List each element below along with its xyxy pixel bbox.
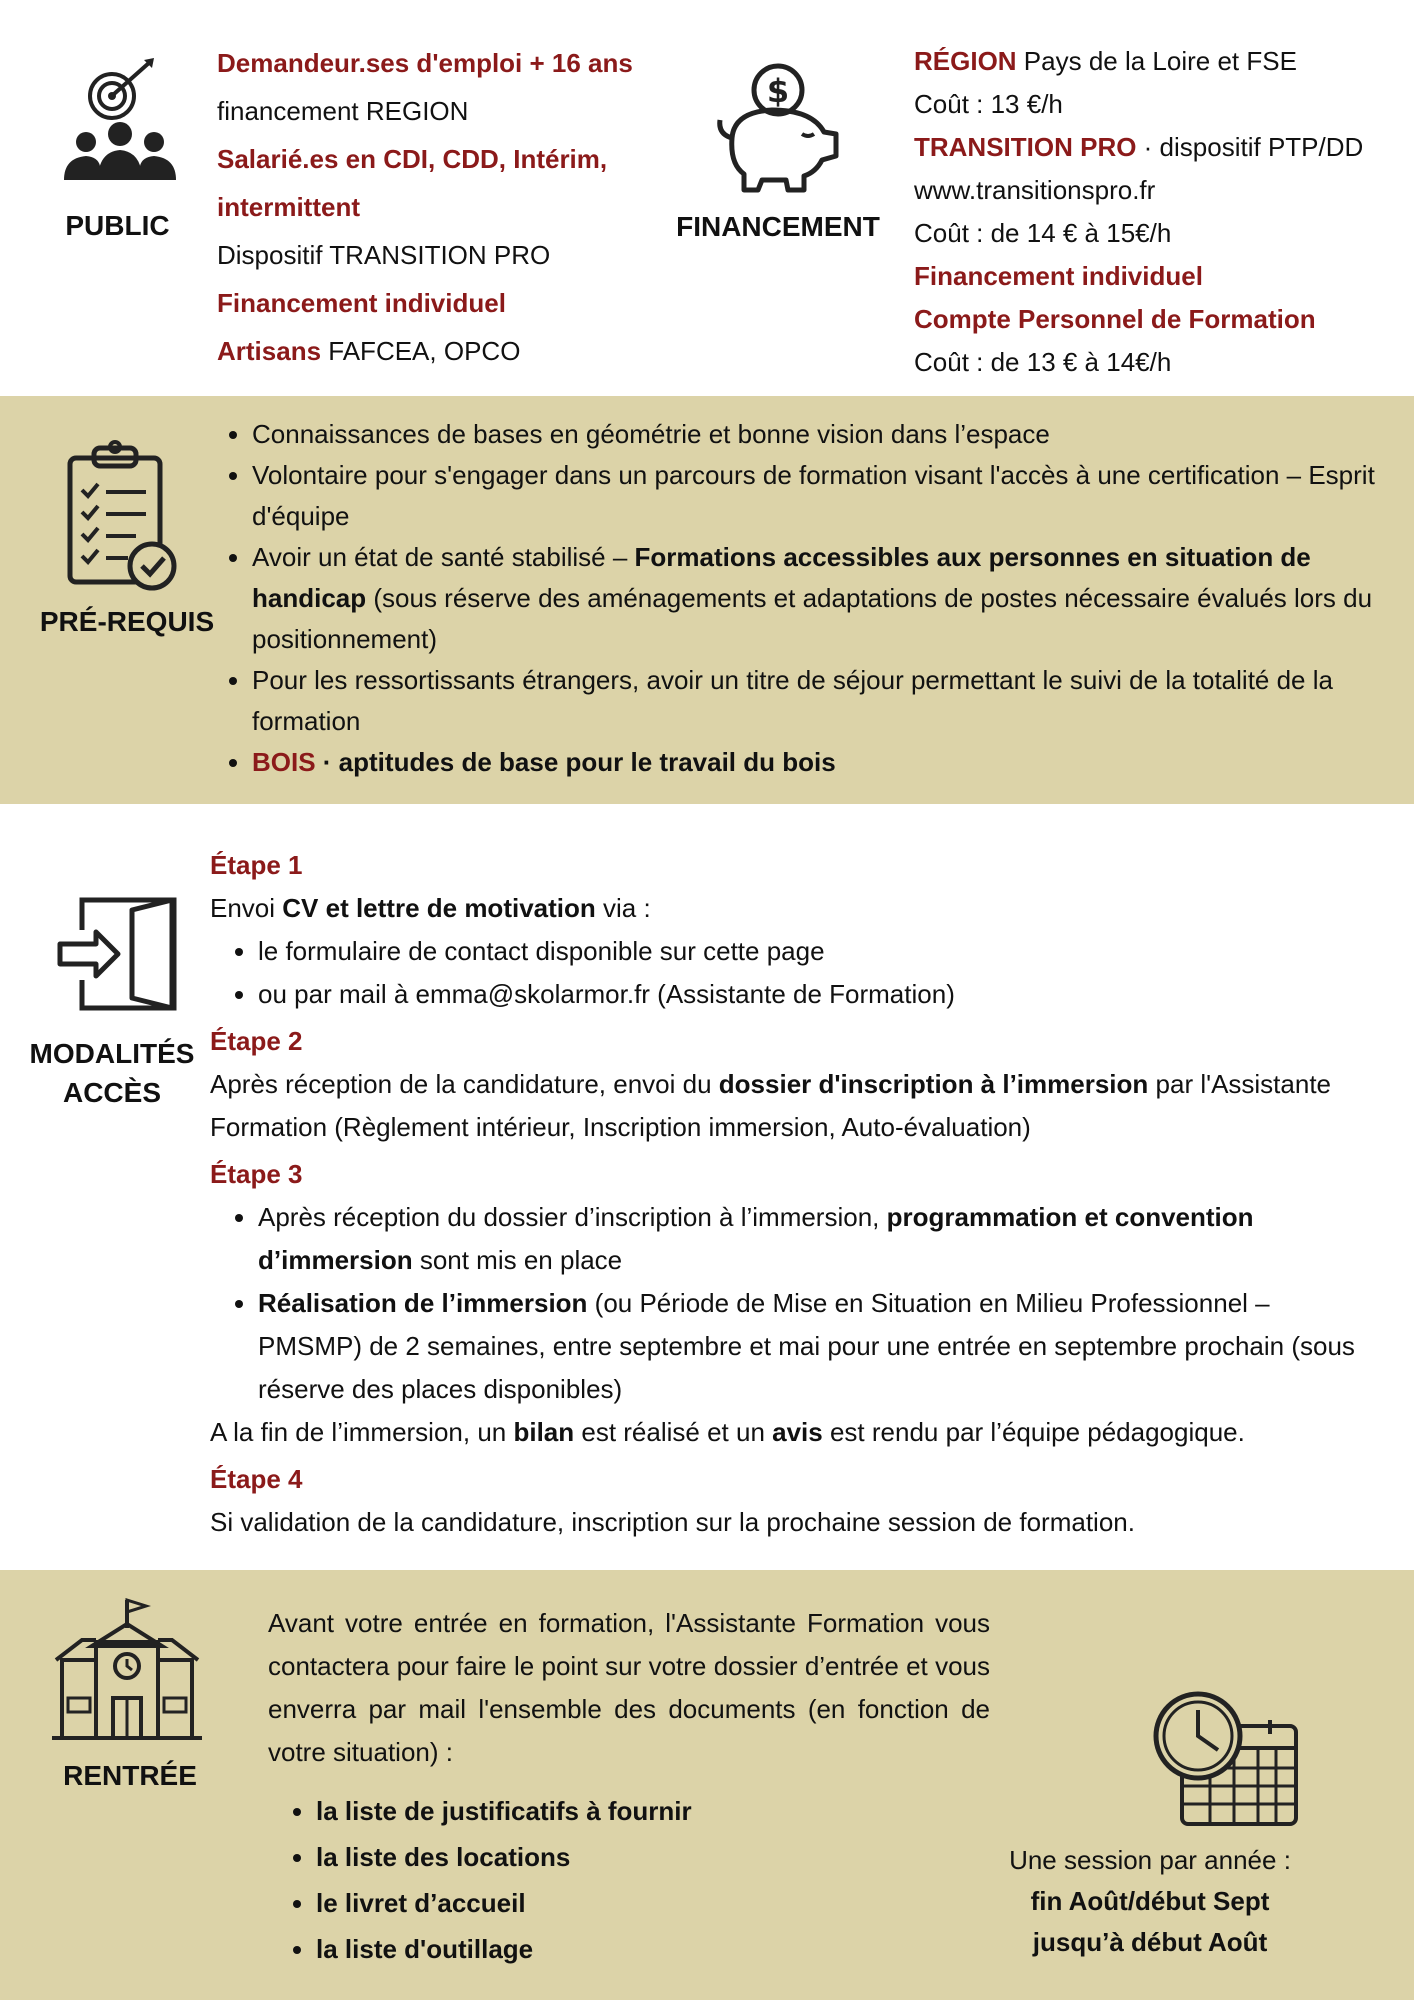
list-item bbox=[914, 126, 1404, 169]
financement-text: Coût : 13 €/h bbox=[914, 89, 1063, 119]
prerequis-t1: Connaissances de bases en géométrie et bonne vision dans l’espace bbox=[252, 419, 1050, 449]
financement-label: FINANCEMENT bbox=[676, 211, 880, 242]
etape2-pre: Après réception de la candidature, envoi du bbox=[210, 1069, 719, 1099]
etape3-end-3: est rendu par l’équipe pédagogique. bbox=[822, 1417, 1245, 1447]
list-item bbox=[217, 183, 687, 231]
target-people-icon bbox=[60, 56, 180, 190]
public-strong: Financement individuel bbox=[217, 288, 506, 318]
prerequis-b1: Formations accessibles aux personnes en situation de handicap bbox=[252, 542, 1311, 613]
etape1-list bbox=[210, 930, 1360, 1016]
svg-text:$: $ bbox=[766, 72, 790, 110]
etape2-post: par l'Assistante Formation (Règlement intérieur, Inscription immersion, Auto-évaluation) bbox=[210, 1069, 1332, 1142]
list-item: • la liste de justificatifs à fournir bbox=[316, 1788, 692, 1834]
prerequis-t2: (sous réserve des aménagements et adaptations de postes nécessaire évalués lors du positionnement) bbox=[252, 583, 1373, 654]
etape3-end-2: est réalisé et un bbox=[574, 1417, 773, 1447]
list-item bbox=[914, 298, 1404, 341]
session-line2: fin Août/début Sept bbox=[1030, 1886, 1270, 1916]
list-item: • ou par mail à emma@skolarmor.fr (Assistante de Formation) bbox=[258, 973, 1360, 1016]
list-item bbox=[217, 327, 687, 375]
list-item bbox=[217, 231, 687, 279]
etape2-title: Étape 2 bbox=[210, 1026, 303, 1056]
clock-calendar-icon bbox=[1152, 1690, 1300, 1828]
modalites-label-line2: ACCÈS bbox=[62, 1077, 161, 1108]
list-item bbox=[914, 255, 1404, 298]
list-item: • le formulaire de contact disponible sur cette page bbox=[258, 930, 1360, 973]
etape3-b1-pre: Après réception du dossier d’inscription à l’immersion, bbox=[258, 1202, 887, 1232]
financement-strong: Compte Personnel de Formation bbox=[914, 304, 1316, 334]
etape1-title: Étape 1 bbox=[210, 850, 303, 880]
etape3-end-1: A la fin de l’immersion, un bbox=[210, 1417, 514, 1447]
financement-text: Pays de la Loire et FSE bbox=[1016, 46, 1297, 76]
etape3-b2-post: (ou Période de Mise en Situation en Milieu Professionnel – PMSMP) de 2 semaines, entre septembre et mai pour une entrée en septembre prochain (sous réserve des places disponibles) bbox=[258, 1288, 1355, 1404]
prerequis-t1: Avoir un état de santé stabilisé – bbox=[252, 542, 635, 572]
session-line3: jusqu’à début Août bbox=[1032, 1927, 1268, 1957]
list-item bbox=[914, 341, 1404, 384]
etape3-title: Étape 3 bbox=[210, 1159, 303, 1189]
list-item bbox=[914, 169, 1404, 212]
list-item bbox=[914, 83, 1404, 126]
door-enter-icon bbox=[56, 896, 180, 1012]
list-item bbox=[252, 414, 1382, 455]
list-item bbox=[217, 87, 687, 135]
list-item bbox=[914, 212, 1404, 255]
list-item: • la liste d'outillage bbox=[316, 1926, 692, 1972]
list-item: • la liste des locations bbox=[316, 1834, 692, 1880]
prerequis-list bbox=[220, 414, 1382, 783]
etape1-intro-bold: CV et lettre de motivation bbox=[282, 893, 596, 923]
list-item bbox=[914, 40, 1404, 83]
public-text: FAFCEA, OPCO bbox=[321, 336, 521, 366]
list-item bbox=[252, 742, 1382, 783]
financement-strong: TRANSITION PRO bbox=[914, 132, 1137, 162]
rentree-paragraph: Avant votre entrée en formation, l'Assistante Formation vous contactera pour faire le point sur votre dossier d’entrée et vous enverra par mail l'ensemble des documents (en fonction de votre situation) : bbox=[268, 1608, 990, 1767]
financement-text: Coût : de 14 € à 15€/h bbox=[914, 218, 1172, 248]
prerequis-section bbox=[0, 396, 1414, 804]
financement-strong: RÉGION bbox=[914, 46, 1017, 76]
rentree-section bbox=[0, 1570, 1414, 2000]
etape1-intro bbox=[210, 887, 1360, 930]
public-strong: Demandeur.ses d'emploi + 16 ans bbox=[217, 48, 633, 78]
session-line1: Une session par année : bbox=[1009, 1845, 1291, 1875]
public-text: Dispositif TRANSITION PRO bbox=[217, 240, 551, 270]
list-item bbox=[217, 279, 687, 327]
etape4-title: Étape 4 bbox=[210, 1464, 303, 1494]
list-item bbox=[252, 660, 1382, 742]
prerequis-t1: Volontaire pour s'engager dans un parcours de formation visant l'accès à une certification – Esprit d'équipe bbox=[252, 460, 1375, 531]
clipboard-check-icon bbox=[66, 440, 178, 592]
list-item bbox=[217, 135, 687, 183]
financement-strong: Financement individuel bbox=[914, 261, 1203, 291]
list-item bbox=[252, 455, 1382, 537]
financement-text: · dispositif PTP/DD bbox=[1136, 132, 1364, 162]
etape1-intro-pre: Envoi bbox=[210, 893, 283, 923]
prerequis-label: PRÉ-REQUIS bbox=[39, 606, 215, 637]
modalites-section bbox=[0, 804, 1414, 1570]
rentree-label: RENTRÉE bbox=[63, 1760, 197, 1791]
etape3-list bbox=[210, 1196, 1360, 1411]
public-strong: Salarié.es en CDI, CDD, Intérim, bbox=[217, 144, 608, 174]
prerequis-red: BOIS bbox=[252, 747, 316, 777]
financement-text: www.transitionspro.fr bbox=[914, 175, 1156, 205]
school-building-icon bbox=[52, 1598, 202, 1740]
public-list bbox=[217, 39, 687, 375]
financement-text: Coût : de 13 € à 14€/h bbox=[914, 347, 1172, 377]
etape2-bold: dossier d'inscription à l’immersion bbox=[718, 1069, 1149, 1099]
modalites-content bbox=[210, 844, 1360, 1544]
etape3-end bbox=[210, 1411, 1360, 1454]
etape3-b1-bold: programmation et convention d’immersion bbox=[258, 1202, 1254, 1275]
session-info bbox=[990, 1840, 1310, 1963]
list-item: • le livret d’accueil bbox=[316, 1880, 692, 1926]
etape4-text: Si validation de la candidature, inscription sur la prochaine session de formation. bbox=[210, 1507, 1135, 1537]
modalites-label-line1: MODALITÉS bbox=[29, 1038, 195, 1069]
list-item bbox=[258, 1196, 1360, 1282]
public-strong: intermittent bbox=[217, 192, 360, 222]
etape1-intro-post: via : bbox=[595, 893, 651, 923]
etape3-b1-post: sont mis en place bbox=[412, 1245, 623, 1275]
public-strong: Artisans bbox=[217, 336, 322, 366]
list-item bbox=[252, 537, 1382, 660]
rentree-list bbox=[268, 1788, 692, 1972]
financement-list bbox=[914, 40, 1404, 384]
modalites-label bbox=[22, 1034, 202, 1112]
list-item bbox=[258, 1282, 1360, 1411]
public-label: PUBLIC bbox=[65, 210, 170, 241]
prerequis-b1: · aptitudes de base pour le travail du bois bbox=[315, 747, 836, 777]
piggy-bank-icon bbox=[712, 60, 846, 194]
list-item bbox=[217, 39, 687, 87]
etape2-text bbox=[210, 1063, 1360, 1149]
etape3-end-b2: avis bbox=[772, 1417, 823, 1447]
etape3-b2-bold: Réalisation de l’immersion bbox=[258, 1288, 588, 1318]
public-financement-section bbox=[0, 0, 1414, 396]
prerequis-t1: Pour les ressortissants étrangers, avoir un titre de séjour permettant le suivi de la totalité de la formation bbox=[252, 665, 1333, 736]
public-text: financement REGION bbox=[217, 96, 469, 126]
etape3-end-b1: bilan bbox=[513, 1417, 575, 1447]
